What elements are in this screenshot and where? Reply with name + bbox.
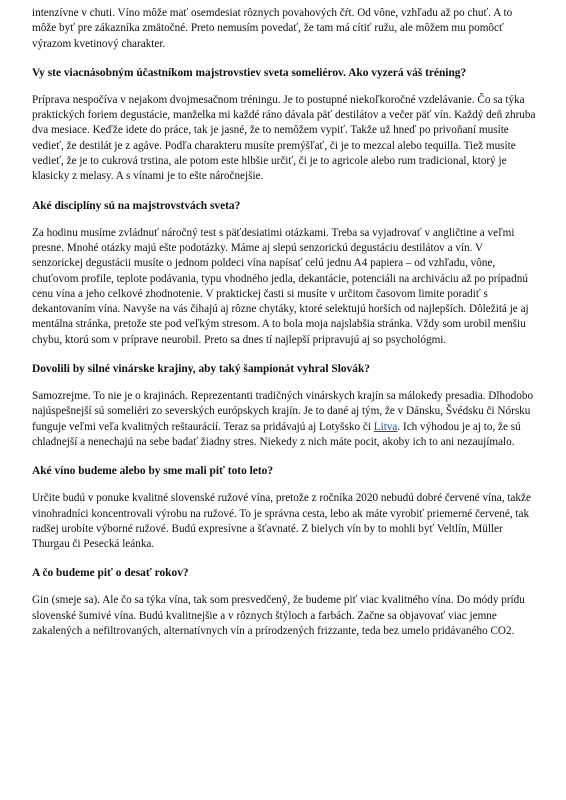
question-heading-summer-wine: Aké víno budeme alebo by sme mali piť toto leto? [32,465,274,478]
answer-paragraph-training: Príprava nespočíva v nejakom dvojmesačnom tréningu. Je to postupné niekoľkoročné vzdelávanie. Čo sa týka praktických foriem degustácie, manželka mi každé ráno dávala päť destilátov a večer päť vín. Každý deň zhruba dva mesiace. Keďže idete do práce, tak je jasné, že to nemôžem vypiť. Takže už hneď po privoňaní musíte vedieť, že destilát je z agáve. Podľa charakteru musíte premýšľať, či je to mezcal alebo tequilla. Tiež musíte vedieť, že je to cukrová trstina, ale potom este hlbšie určiť, či je to agricole alebo rum tradicional, ktorý je klasicky z melasy. A s vínami je to ešte náročnejšie. [32,93,536,183]
question-heading-countries: Dovolili by silné vinárske krajiny, aby taký šampionát vyhral Slovák? [32,363,370,376]
answer-text-before-link: Samozrejme. To nie je o krajinách. Reprezentanti tradičných vinárskych krajín sa málokedy presadia. Dlhodobo najúspešnejší sú someliéri zo severských európskych krajín. Je to dané aj tým, že v Dánsku, Švédsku či Nórsku funguje veľmi veľa kvalitných reštaurácií. Teraz sa pridávajú aj Lotyšsko či [32,390,534,433]
paragraph-intro-continuation: intenzívne v chuti. Víno môže mať osemdesiat rôznych povahových čŕt. Od vône, vzhľadu až po chuť. A to môže byť pre zákazníka zmätočné. Preto nemusím povedať, že tam má cítiť ružu, ale môžem mu pomôcť výrazom kvetinový charakter. [32,7,513,50]
question-heading-training: Vy ste viacnásobným účastníkom majstrovstiev sveta someliérov. Ako vyzerá váš tréning? [32,66,467,79]
litva-link[interactable]: Litva [373,420,398,433]
answer-paragraph-countries [32,389,536,450]
answer-paragraph-future: Gin (smeje sa). Ale čo sa týka vína, tak som presvedčený, že budeme piť viac kvalitného vína. Do módy prídu slovenské šumivé vína. Budú kvalitnejšie a v rôznych štýloch a farbách. Začne sa objavovať viac jemne zakalených a nefiltrovaných, alternatívnych vín a prírodzených frizzante, teda bez umelo pridávaného CO2. [32,594,525,638]
answer-text-after-link: . Ich výhodou je aj to, že sú chladnejší a nenechajú na sebe badať žiadny stres. Niekedy z nich máte pocit, akoby ich to ani nezaujímalo. [32,420,521,448]
question-heading-future: A čo budeme piť o desať rokov? [32,567,189,580]
answer-paragraph-disciplines: Za hodinu musíme zvládnuť náročný test s päťdesiatimi otázkami. Treba sa vyjadrovať v angličtine a veľmi presne. Mnohé otázky majú ešte podotázky. Máme aj slepú senzorickú degustáciu destilátov a vín. V senzorickej degustácii musíte o jednom poldeci vína napísať celú jednu A4 papiera – od vzhľadu, vône, chuťovom profile, teplote podávania, typu vhodného jedla, dekantácie, potenciáli na archiváciu až po prípadnú cenu vína a jeho celkové zhodnotenie. V praktickej časti si musíte v určitom časovom limite poradiť s dekantovaním vína. Navyše na vás čihajú aj rôzne chytáky, ktoré selektujú horších od najlepších. Dôležitá je aj mentálna stránka, pretože ste pod veľkým stresom. A to bola moja najslabšia stránka. Vždy som urobil menšiu chybu, ktorú som v príprave neurobil. Preto sa dnes tí najlepší pripravujú aj so psychológmi. [32,226,529,346]
answer-paragraph-summer-wine: Určite budú v ponuke kvalitné slovenské ružové vína, pretože z ročníka 2020 nebudú dobré červené vína, takže vinohradníci koncentrovali výrobu na ružové. To je správna cesta, lebo ak máte vyrobiť priemerné červené, tak radšej urobíte výborné ružové. Budú expresívne a šťavnaté. Z bielych vín by to mohli byť Veltlín, Müller Thurgau či Pesecká leánka. [32,492,531,551]
question-heading-disciplines: Aké disciplíny sú na majstrovstvách sveta? [32,199,241,212]
